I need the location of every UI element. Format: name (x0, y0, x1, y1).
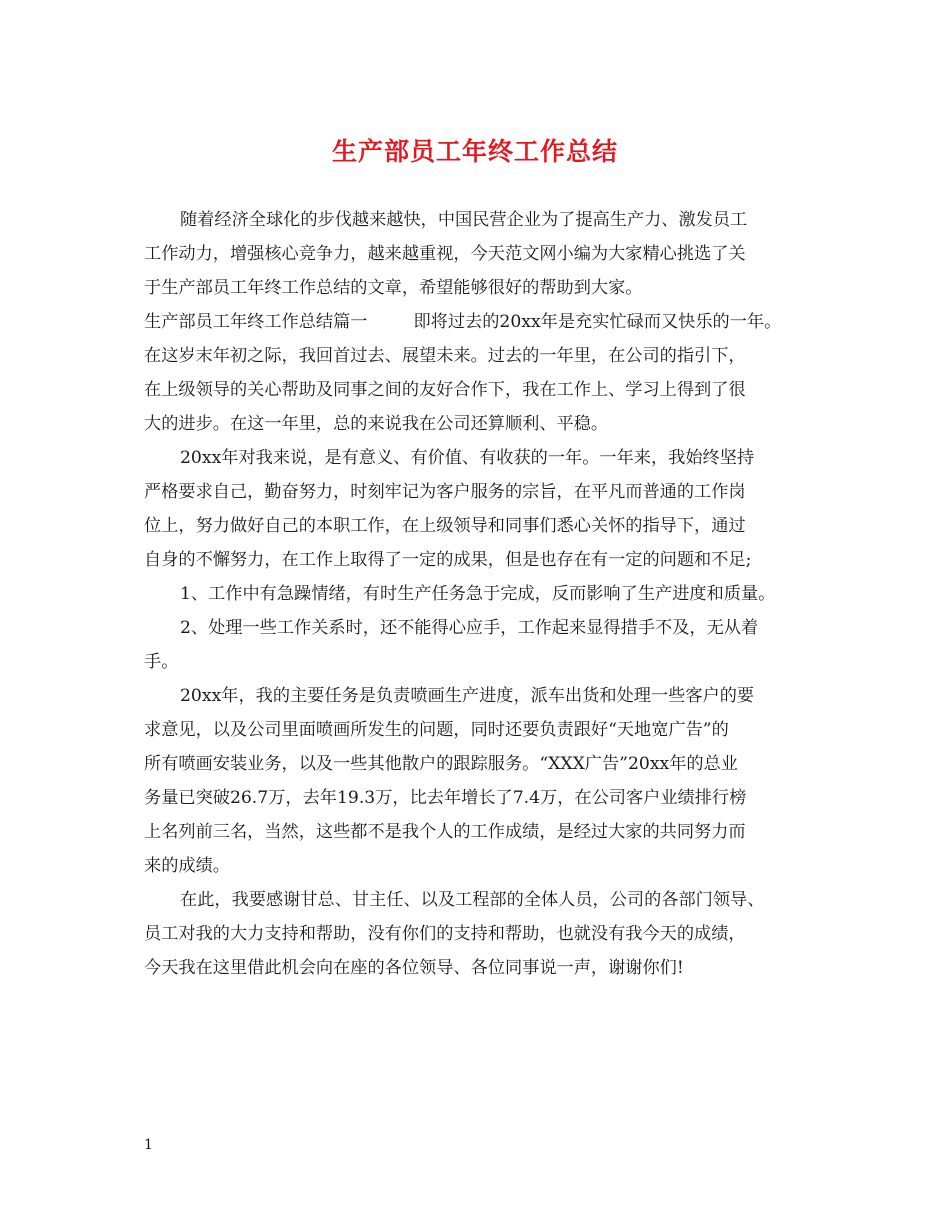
paragraph-line: 于生产部员工年终工作总结的文章，希望能够很好的帮助到大家。 (144, 278, 643, 298)
paragraph-line: 大的进步。在这一年里，总的来说我在公司还算顺利、平稳。 (144, 414, 609, 434)
paragraph-line: 上名列前三名，当然，这些都不是我个人的工作成绩，是经过大家的共同努力而 (144, 822, 746, 842)
paragraph-line: 20xx年对我来说，是有意义、有价值、有收获的一年。一年来，我始终坚持 (180, 448, 755, 468)
list-item-line: 手。 (144, 652, 179, 672)
paragraph-line: 工作动力，增强核心竞争力，越来越重视，今天范文网小编为大家精心挑选了关 (144, 244, 746, 264)
paragraph-line: 在这岁末年初之际，我回首过去、展望未来。过去的一年里，在公司的指引下， (144, 346, 746, 366)
paragraph-line: 在此，我要感谢甘总、甘主任、以及工程部的全体人员，公司的各部门领导、 (180, 890, 765, 910)
document-title: 生产部员工年终工作总结 (331, 137, 618, 166)
paragraph-text: 即将过去的20xx年是充实忙碌而又快乐的一年。 (413, 312, 782, 332)
paragraph-line: 求意见，以及公司里面喷画所发生的问题，同时还要负责跟好“天地宽广告”的 (144, 720, 729, 740)
paragraph-line: 自身的不懈努力，在工作上取得了一定的成果，但是也存在有一定的问题和不足; (144, 550, 752, 570)
paragraph-line: 随着经济全球化的步伐越来越快，中国民营企业为了提高生产力、激发员工 (180, 210, 748, 230)
paragraph-line: 在上级领导的关心帮助及同事之间的友好合作下，我在工作上、学习上得到了很 (144, 380, 746, 400)
paragraph-line: 所有喷画安装业务，以及一些其他散户的跟踪服务。“XXX广告”20xx年的总业 (144, 754, 738, 774)
section-heading-line (144, 305, 814, 339)
list-item-line: 1、工作中有急躁情绪，有时生产任务急于完成，反而影响了生产进度和质量。 (180, 584, 776, 604)
page-number: 1 (144, 1137, 153, 1153)
paragraph-line: 来的成绩。 (144, 856, 230, 876)
paragraph-line: 20xx年，我的主要任务是负责喷画生产进度，派车出货和处理一些客户的要 (180, 686, 755, 706)
paragraph-line: 务量已突破26.7万，去年19.3万，比去年增长了7.4万，在公司客户业绩排行榜 (144, 788, 747, 808)
paragraph-line: 位上，努力做好自己的本职工作，在上级领导和同事们悉心关怀的指导下，通过 (144, 516, 746, 536)
paragraph-line: 严格要求自己，勤奋努力，时刻牢记为客户服务的宗旨，在平凡而普通的工作岗 (144, 482, 746, 502)
paragraph-line: 今天我在这里借此机会向在座的各位领导、各位同事说一声，谢谢你们! (144, 958, 684, 978)
document-body (144, 203, 814, 985)
section-heading: 生产部员工年终工作总结篇一 (144, 312, 368, 332)
paragraph-line: 员工对我的大力支持和帮助，没有你们的支持和帮助，也就没有我今天的成绩， (144, 924, 746, 944)
list-item-line: 2、处理一些工作关系时，还不能得心应手，工作起来显得措手不及，无从着 (180, 618, 759, 638)
